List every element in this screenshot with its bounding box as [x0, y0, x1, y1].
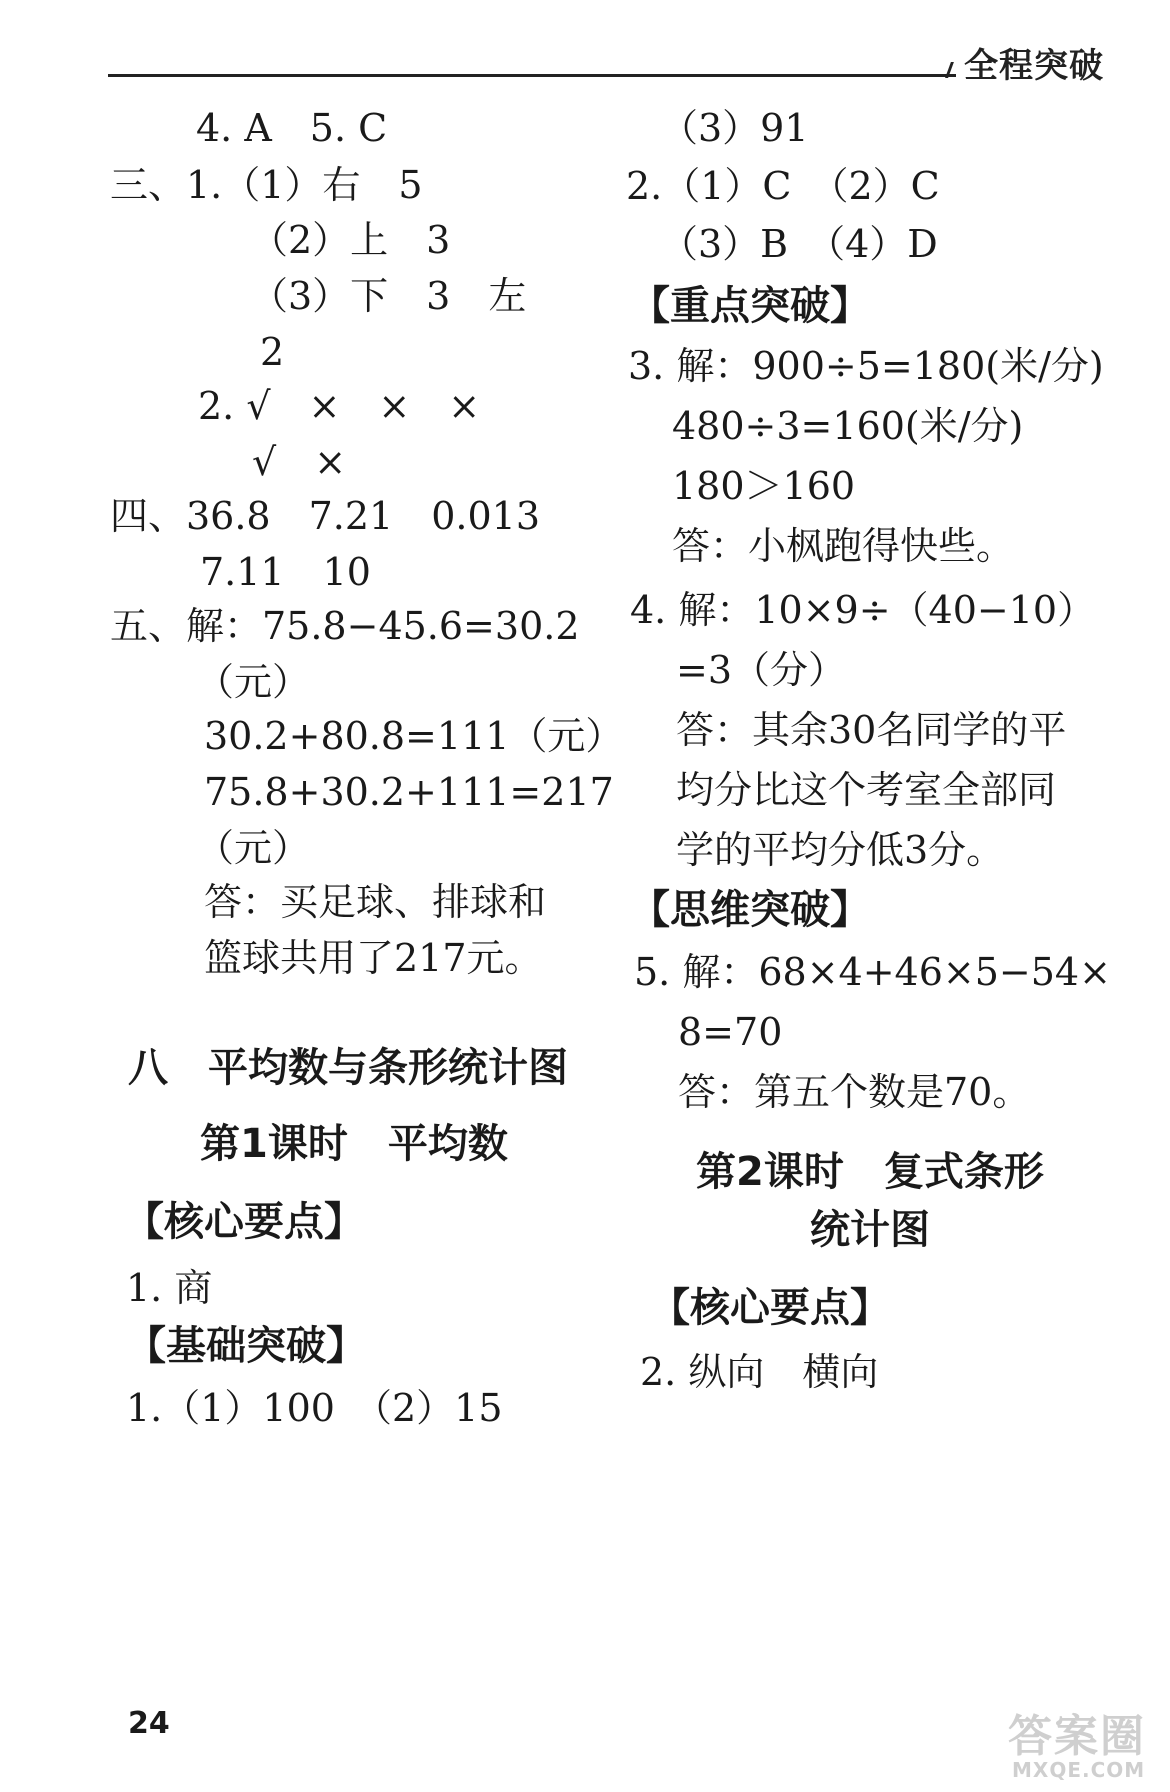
lesson-title: 统计图 — [810, 1207, 930, 1253]
watermark-logo — [1000, 1700, 1160, 1786]
answer-line: 4. 解：10×9÷（40−10） — [630, 588, 1096, 632]
answer-line: 答：小枫跑得快些。 — [672, 524, 1015, 568]
header-title: 全程突破 — [964, 46, 1104, 86]
answer-line: 2. √ × × × — [198, 384, 481, 428]
answer-line: 2.（1）C （2）C — [626, 164, 940, 208]
answer-line: 三、1.（1）右 5 — [110, 163, 423, 207]
lesson-title: 第1课时 平均数 — [200, 1121, 508, 1167]
watermark-logo-text: 答案圈 — [1008, 1711, 1146, 1762]
answer-line: （元） — [196, 826, 311, 870]
section-heading: 【重点突破】 — [630, 283, 870, 329]
header-rule — [108, 74, 956, 77]
answer-line: 480÷3=160(米/分) — [672, 404, 1024, 448]
answer-line: 答：第五个数是70。 — [678, 1070, 1031, 1114]
page-number: 24 — [128, 1706, 170, 1741]
answer-line: 30.2+80.8=111（元） — [204, 714, 624, 758]
answer-line: 7.11 10 — [200, 550, 371, 594]
answer-line: （元） — [196, 660, 311, 704]
answer-line: 2 — [260, 330, 285, 374]
answer-line: （3）B （4）D — [660, 222, 938, 266]
answer-line: =3（分） — [676, 648, 847, 692]
answer-line: 均分比这个考室全部同 — [676, 768, 1057, 812]
chapter-title: 八 平均数与条形统计图 — [128, 1045, 568, 1091]
section-heading: 【核心要点】 — [124, 1199, 364, 1245]
answer-line: （3）下 3 左 — [250, 274, 527, 318]
answer-line: （3）91 — [660, 106, 809, 150]
answer-line: 75.8+30.2+111=217 — [204, 770, 614, 814]
section-heading: 【思维突破】 — [630, 887, 870, 933]
section-heading: 【核心要点】 — [650, 1285, 890, 1331]
answer-line: 2. 纵向 横向 — [640, 1350, 879, 1394]
answer-line: 4. A 5. C — [196, 106, 388, 150]
answer-line: 篮球共用了217元。 — [204, 936, 543, 980]
answer-line: 四、36.8 7.21 0.013 — [110, 494, 541, 538]
answer-line: 1. 商 — [126, 1266, 213, 1310]
answer-line: 答：买足球、排球和 — [204, 880, 547, 924]
lesson-title: 第2课时 复式条形 — [696, 1149, 1044, 1195]
answer-line: （2）上 3 — [250, 218, 451, 262]
answer-line: 答：其余30名同学的平 — [676, 708, 1067, 752]
section-heading: 【基础突破】 — [126, 1323, 366, 1369]
answer-line: 1.（1）100 （2）15 — [126, 1386, 503, 1430]
answer-line: 8=70 — [678, 1010, 783, 1054]
answer-line: √ × — [252, 440, 347, 484]
answer-line: 五、解：75.8−45.6=30.2 — [110, 604, 580, 648]
watermark-site: MXQE.COM — [1012, 1758, 1146, 1782]
answer-line: 5. 解：68×4+46×5−54× — [634, 950, 1111, 994]
answer-line: 180＞160 — [672, 464, 856, 508]
answer-line: 学的平均分低3分。 — [676, 828, 1005, 872]
answer-line: 3. 解：900÷5=180(米/分) — [628, 344, 1104, 388]
